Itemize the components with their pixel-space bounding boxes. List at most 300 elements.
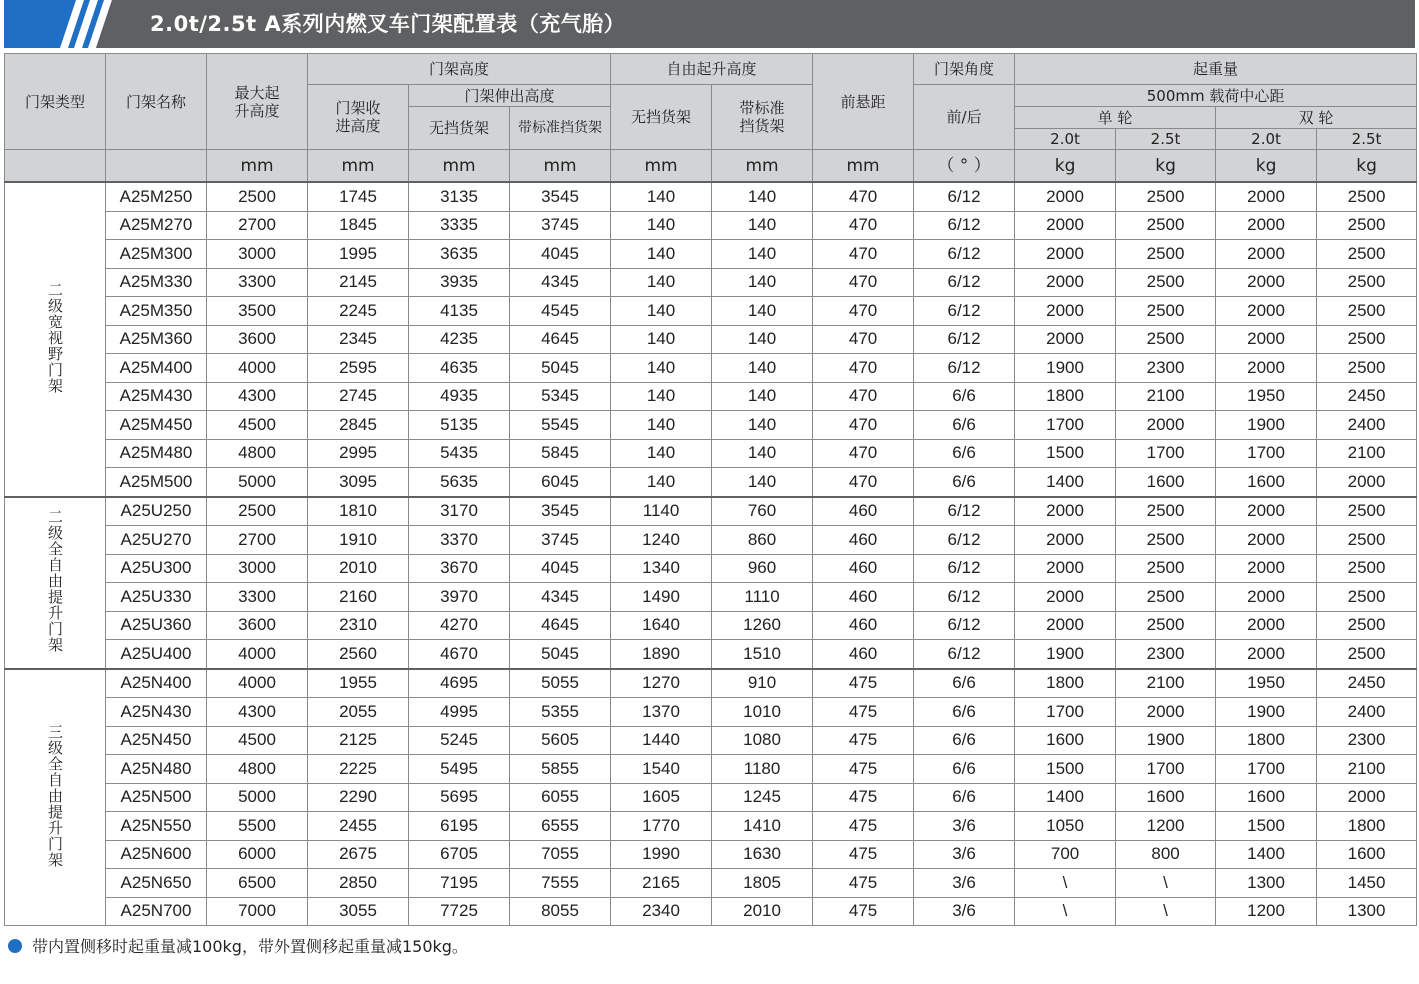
- value-cell: 2000: [1015, 554, 1116, 583]
- value-cell: 460: [813, 640, 914, 669]
- value-cell: 1800: [1317, 812, 1417, 841]
- value-cell: 2000: [1015, 297, 1116, 326]
- value-cell: 2500: [1116, 554, 1216, 583]
- value-cell: 6045: [510, 468, 611, 497]
- value-cell: 2055: [308, 698, 409, 727]
- table-row: [5, 211, 1417, 240]
- value-cell: 2450: [1317, 669, 1417, 698]
- value-cell: 1140: [611, 497, 712, 526]
- value-cell: 4500: [207, 411, 308, 440]
- value-cell: 2700: [207, 526, 308, 555]
- value-cell: 2500: [1317, 354, 1417, 383]
- value-cell: 1245: [712, 783, 813, 812]
- value-cell: 760: [712, 497, 813, 526]
- value-cell: 2000: [1216, 497, 1317, 526]
- value-cell: 1805: [712, 869, 813, 898]
- value-cell: 2000: [1015, 526, 1116, 555]
- value-cell: 2500: [1317, 240, 1417, 269]
- mast-name-cell: A25U330: [106, 583, 207, 612]
- value-cell: 2000: [1015, 611, 1116, 640]
- table-row: [5, 468, 1417, 497]
- mast-name-cell: A25N700: [106, 897, 207, 926]
- value-cell: 2500: [1116, 268, 1216, 297]
- value-cell: 140: [611, 439, 712, 468]
- value-cell: 460: [813, 526, 914, 555]
- value-cell: 140: [712, 439, 813, 468]
- value-cell: 6/12: [914, 497, 1015, 526]
- value-cell: 1600: [1116, 468, 1216, 497]
- value-cell: 4000: [207, 669, 308, 698]
- value-cell: 2000: [1216, 354, 1317, 383]
- header-ext-no-backrest: 无挡货架: [409, 107, 510, 150]
- header-extended: 门架伸出高度: [409, 85, 611, 107]
- value-cell: 4235: [409, 325, 510, 354]
- value-cell: 6/12: [914, 526, 1015, 555]
- value-cell: 4695: [409, 669, 510, 698]
- group-label: [5, 669, 106, 926]
- value-cell: 3000: [207, 240, 308, 269]
- value-cell: 6/12: [914, 611, 1015, 640]
- value-cell: 1950: [1216, 669, 1317, 698]
- unit-cell: （ ° ）: [914, 150, 1015, 183]
- footnote: [8, 934, 468, 957]
- value-cell: 6/12: [914, 640, 1015, 669]
- value-cell: 475: [813, 783, 914, 812]
- table-row: [5, 182, 1417, 211]
- value-cell: 5435: [409, 439, 510, 468]
- value-cell: 6/12: [914, 554, 1015, 583]
- value-cell: 4995: [409, 698, 510, 727]
- value-cell: 1950: [1216, 382, 1317, 411]
- unit-cell: mm: [510, 150, 611, 183]
- value-cell: 2450: [1317, 382, 1417, 411]
- value-cell: 7555: [510, 869, 611, 898]
- unit-cell: mm: [813, 150, 914, 183]
- value-cell: 1600: [1317, 840, 1417, 869]
- value-cell: 1990: [611, 840, 712, 869]
- header-dual-2t: 2.0t: [1216, 129, 1317, 150]
- value-cell: 140: [611, 411, 712, 440]
- value-cell: 4000: [207, 354, 308, 383]
- unit-cell: kg: [1116, 150, 1216, 183]
- bullet-icon: [8, 939, 22, 953]
- value-cell: 470: [813, 297, 914, 326]
- value-cell: 3970: [409, 583, 510, 612]
- value-cell: 3745: [510, 211, 611, 240]
- value-cell: 1700: [1116, 439, 1216, 468]
- value-cell: 910: [712, 669, 813, 698]
- value-cell: 2500: [1317, 583, 1417, 612]
- value-cell: 3/6: [914, 840, 1015, 869]
- value-cell: 4300: [207, 382, 308, 411]
- group-label-text: 三级全自由提升门架: [46, 723, 64, 868]
- value-cell: 5695: [409, 783, 510, 812]
- value-cell: 1700: [1116, 755, 1216, 784]
- mast-name-cell: A25U300: [106, 554, 207, 583]
- header-free-lift: 自由起升高度: [611, 54, 813, 85]
- value-cell: 470: [813, 354, 914, 383]
- value-cell: 2160: [308, 583, 409, 612]
- value-cell: 6055: [510, 783, 611, 812]
- value-cell: 3/6: [914, 812, 1015, 841]
- value-cell: 2400: [1317, 698, 1417, 727]
- value-cell: 5000: [207, 468, 308, 497]
- mast-name-cell: A25M250: [106, 182, 207, 211]
- value-cell: 1500: [1015, 755, 1116, 784]
- mast-name-cell: A25U270: [106, 526, 207, 555]
- value-cell: 1845: [308, 211, 409, 240]
- value-cell: 470: [813, 240, 914, 269]
- value-cell: 1500: [1216, 812, 1317, 841]
- value-cell: 4635: [409, 354, 510, 383]
- unit-cell: mm: [409, 150, 510, 183]
- value-cell: 6/6: [914, 726, 1015, 755]
- table-row: [5, 554, 1417, 583]
- value-cell: 2000: [1015, 211, 1116, 240]
- value-cell: 1300: [1317, 897, 1417, 926]
- value-cell: 6000: [207, 840, 308, 869]
- table-row: [5, 382, 1417, 411]
- table-row: [5, 325, 1417, 354]
- value-cell: 1370: [611, 698, 712, 727]
- value-cell: 2000: [1216, 240, 1317, 269]
- value-cell: 3300: [207, 268, 308, 297]
- mast-name-cell: A25M450: [106, 411, 207, 440]
- value-cell: 140: [611, 268, 712, 297]
- unit-cell: kg: [1015, 150, 1116, 183]
- value-cell: 2400: [1317, 411, 1417, 440]
- value-cell: 5000: [207, 783, 308, 812]
- value-cell: 2500: [1317, 611, 1417, 640]
- value-cell: 140: [712, 182, 813, 211]
- value-cell: 1010: [712, 698, 813, 727]
- value-cell: 3000: [207, 554, 308, 583]
- value-cell: 2700: [207, 211, 308, 240]
- table-row: [5, 411, 1417, 440]
- value-cell: 2000: [1216, 640, 1317, 669]
- value-cell: 1600: [1015, 726, 1116, 755]
- mast-name-cell: A25M270: [106, 211, 207, 240]
- header-ext-with-backrest: 带标准挡货架: [510, 107, 611, 150]
- value-cell: 3500: [207, 297, 308, 326]
- value-cell: 2000: [1015, 240, 1116, 269]
- value-cell: 140: [611, 211, 712, 240]
- value-cell: 1600: [1216, 783, 1317, 812]
- header-mast-height: 门架高度: [308, 54, 611, 85]
- value-cell: 6195: [409, 812, 510, 841]
- value-cell: 5845: [510, 439, 611, 468]
- table-row: [5, 640, 1417, 669]
- mast-name-cell: A25U400: [106, 640, 207, 669]
- value-cell: 6/12: [914, 240, 1015, 269]
- value-cell: 5605: [510, 726, 611, 755]
- value-cell: 800: [1116, 840, 1216, 869]
- value-cell: 1770: [611, 812, 712, 841]
- header-mast-type: 门架类型: [5, 54, 106, 150]
- value-cell: 2500: [1317, 640, 1417, 669]
- value-cell: 470: [813, 439, 914, 468]
- value-cell: 6/6: [914, 783, 1015, 812]
- value-cell: 5355: [510, 698, 611, 727]
- value-cell: 460: [813, 554, 914, 583]
- value-cell: 460: [813, 611, 914, 640]
- value-cell: 4135: [409, 297, 510, 326]
- value-cell: 2000: [1015, 325, 1116, 354]
- value-cell: 2000: [1015, 182, 1116, 211]
- value-cell: 7195: [409, 869, 510, 898]
- value-cell: 1240: [611, 526, 712, 555]
- value-cell: 1300: [1216, 869, 1317, 898]
- value-cell: 1700: [1015, 411, 1116, 440]
- value-cell: 1180: [712, 755, 813, 784]
- table-row: [5, 526, 1417, 555]
- value-cell: 1110: [712, 583, 813, 612]
- value-cell: 5855: [510, 755, 611, 784]
- table-row: [5, 268, 1417, 297]
- value-cell: 7000: [207, 897, 308, 926]
- value-cell: 3/6: [914, 897, 1015, 926]
- mast-name-cell: A25U250: [106, 497, 207, 526]
- value-cell: 3545: [510, 497, 611, 526]
- value-cell: 2165: [611, 869, 712, 898]
- value-cell: 1800: [1015, 382, 1116, 411]
- mast-name-cell: A25M400: [106, 354, 207, 383]
- value-cell: 4000: [207, 640, 308, 669]
- value-cell: 960: [712, 554, 813, 583]
- value-cell: 2500: [1116, 325, 1216, 354]
- table-row: [5, 497, 1417, 526]
- value-cell: 140: [712, 354, 813, 383]
- value-cell: 5545: [510, 411, 611, 440]
- mast-name-cell: A25M300: [106, 240, 207, 269]
- header-dual-wheel: 双 轮: [1216, 107, 1417, 129]
- table-row: [5, 439, 1417, 468]
- header-free-with-backrest: 带标准挡货架: [712, 85, 813, 150]
- value-cell: 2500: [207, 497, 308, 526]
- value-cell: 3600: [207, 325, 308, 354]
- value-cell: 6/12: [914, 211, 1015, 240]
- footnote-text: 带内置侧移时起重量减100kg，带外置侧移起重量减150kg。: [32, 937, 468, 956]
- value-cell: 3170: [409, 497, 510, 526]
- value-cell: 6/12: [914, 182, 1015, 211]
- value-cell: \: [1015, 897, 1116, 926]
- value-cell: 140: [611, 325, 712, 354]
- value-cell: 470: [813, 211, 914, 240]
- mast-config-table: [4, 53, 1417, 926]
- table-row: [5, 726, 1417, 755]
- header-capacity: 起重量: [1015, 54, 1417, 85]
- value-cell: 2675: [308, 840, 409, 869]
- value-cell: 4545: [510, 297, 611, 326]
- value-cell: 5345: [510, 382, 611, 411]
- value-cell: 2010: [308, 554, 409, 583]
- value-cell: 1450: [1317, 869, 1417, 898]
- value-cell: 1900: [1116, 726, 1216, 755]
- value-cell: 1050: [1015, 812, 1116, 841]
- value-cell: 3635: [409, 240, 510, 269]
- value-cell: 2500: [1317, 182, 1417, 211]
- value-cell: 1605: [611, 783, 712, 812]
- unit-cell: mm: [712, 150, 813, 183]
- value-cell: 2000: [1317, 468, 1417, 497]
- header-load-center: 500mm 载荷中心距: [1015, 85, 1417, 107]
- table-row: [5, 783, 1417, 812]
- value-cell: 6500: [207, 869, 308, 898]
- value-cell: 2245: [308, 297, 409, 326]
- value-cell: 6555: [510, 812, 611, 841]
- mast-name-cell: A25M480: [106, 439, 207, 468]
- value-cell: 2000: [1216, 526, 1317, 555]
- value-cell: 4670: [409, 640, 510, 669]
- value-cell: 1910: [308, 526, 409, 555]
- value-cell: 6/12: [914, 297, 1015, 326]
- value-cell: 2500: [1317, 497, 1417, 526]
- value-cell: 140: [611, 297, 712, 326]
- value-cell: 470: [813, 468, 914, 497]
- group-label: [5, 182, 106, 497]
- value-cell: 2995: [308, 439, 409, 468]
- value-cell: 6/6: [914, 669, 1015, 698]
- value-cell: 2000: [1015, 497, 1116, 526]
- value-cell: 1955: [308, 669, 409, 698]
- value-cell: 140: [712, 411, 813, 440]
- value-cell: 4800: [207, 755, 308, 784]
- value-cell: 5500: [207, 812, 308, 841]
- value-cell: 2500: [1116, 611, 1216, 640]
- value-cell: 2595: [308, 354, 409, 383]
- value-cell: 1200: [1116, 812, 1216, 841]
- value-cell: 1630: [712, 840, 813, 869]
- value-cell: 2100: [1116, 669, 1216, 698]
- header-single-wheel: 单 轮: [1015, 107, 1216, 129]
- title-bar: [4, 0, 1415, 48]
- value-cell: 860: [712, 526, 813, 555]
- mast-name-cell: A25M360: [106, 325, 207, 354]
- value-cell: 2500: [1317, 325, 1417, 354]
- value-cell: 2500: [1116, 583, 1216, 612]
- units-row: [5, 150, 1417, 183]
- value-cell: 2000: [1216, 182, 1317, 211]
- table-body: [5, 182, 1417, 926]
- value-cell: 2500: [1317, 211, 1417, 240]
- value-cell: 1800: [1216, 726, 1317, 755]
- value-cell: \: [1116, 869, 1216, 898]
- table-row: [5, 669, 1417, 698]
- value-cell: 2000: [1216, 268, 1317, 297]
- header-front-overhang: 前悬距: [813, 54, 914, 150]
- value-cell: 1900: [1216, 411, 1317, 440]
- header-single-25t: 2.5t: [1116, 129, 1216, 150]
- value-cell: 4345: [510, 268, 611, 297]
- value-cell: 1410: [712, 812, 813, 841]
- value-cell: 140: [712, 325, 813, 354]
- value-cell: 2290: [308, 783, 409, 812]
- value-cell: 1995: [308, 240, 409, 269]
- value-cell: 2000: [1216, 611, 1317, 640]
- value-cell: 470: [813, 182, 914, 211]
- value-cell: 470: [813, 411, 914, 440]
- group-label-text: 二级宽视野门架: [46, 281, 64, 394]
- table-row: [5, 297, 1417, 326]
- value-cell: 5635: [409, 468, 510, 497]
- mast-name-cell: A25M430: [106, 382, 207, 411]
- header-free-no-backrest: 无挡货架: [611, 85, 712, 150]
- value-cell: 5245: [409, 726, 510, 755]
- value-cell: 6/12: [914, 325, 1015, 354]
- value-cell: 4270: [409, 611, 510, 640]
- value-cell: 1540: [611, 755, 712, 784]
- value-cell: 2300: [1116, 640, 1216, 669]
- value-cell: 2145: [308, 268, 409, 297]
- value-cell: 460: [813, 583, 914, 612]
- unit-cell: kg: [1216, 150, 1317, 183]
- value-cell: 140: [712, 268, 813, 297]
- value-cell: 1700: [1216, 755, 1317, 784]
- table-row: [5, 840, 1417, 869]
- value-cell: 4645: [510, 611, 611, 640]
- value-cell: 475: [813, 840, 914, 869]
- value-cell: 3/6: [914, 869, 1015, 898]
- value-cell: 2100: [1317, 439, 1417, 468]
- value-cell: 1900: [1015, 640, 1116, 669]
- value-cell: 2300: [1116, 354, 1216, 383]
- value-cell: 1700: [1015, 698, 1116, 727]
- mast-name-cell: A25M350: [106, 297, 207, 326]
- value-cell: 1510: [712, 640, 813, 669]
- value-cell: 1260: [712, 611, 813, 640]
- table-row: [5, 240, 1417, 269]
- value-cell: 2345: [308, 325, 409, 354]
- value-cell: 5045: [510, 354, 611, 383]
- value-cell: 2000: [1216, 325, 1317, 354]
- mast-name-cell: A25N400: [106, 669, 207, 698]
- value-cell: 140: [611, 354, 712, 383]
- value-cell: 1340: [611, 554, 712, 583]
- value-cell: 475: [813, 755, 914, 784]
- value-cell: 1440: [611, 726, 712, 755]
- value-cell: 2010: [712, 897, 813, 926]
- value-cell: 140: [712, 468, 813, 497]
- value-cell: 2000: [1015, 583, 1116, 612]
- value-cell: 6705: [409, 840, 510, 869]
- value-cell: 4300: [207, 698, 308, 727]
- value-cell: 6/6: [914, 411, 1015, 440]
- value-cell: 2310: [308, 611, 409, 640]
- mast-name-cell: A25M330: [106, 268, 207, 297]
- value-cell: 4500: [207, 726, 308, 755]
- value-cell: 3670: [409, 554, 510, 583]
- value-cell: 2500: [207, 182, 308, 211]
- value-cell: 470: [813, 325, 914, 354]
- header-angle-fb: 前/后: [914, 85, 1015, 150]
- value-cell: \: [1116, 897, 1216, 926]
- value-cell: 6/6: [914, 755, 1015, 784]
- value-cell: 2000: [1216, 554, 1317, 583]
- value-cell: 5135: [409, 411, 510, 440]
- value-cell: 5495: [409, 755, 510, 784]
- value-cell: 475: [813, 698, 914, 727]
- value-cell: 4345: [510, 583, 611, 612]
- value-cell: 2000: [1216, 211, 1317, 240]
- value-cell: 1200: [1216, 897, 1317, 926]
- mast-name-cell: A25N450: [106, 726, 207, 755]
- value-cell: 1810: [308, 497, 409, 526]
- value-cell: 6/12: [914, 268, 1015, 297]
- table-row: [5, 611, 1417, 640]
- value-cell: 1400: [1216, 840, 1317, 869]
- value-cell: 3055: [308, 897, 409, 926]
- value-cell: 1080: [712, 726, 813, 755]
